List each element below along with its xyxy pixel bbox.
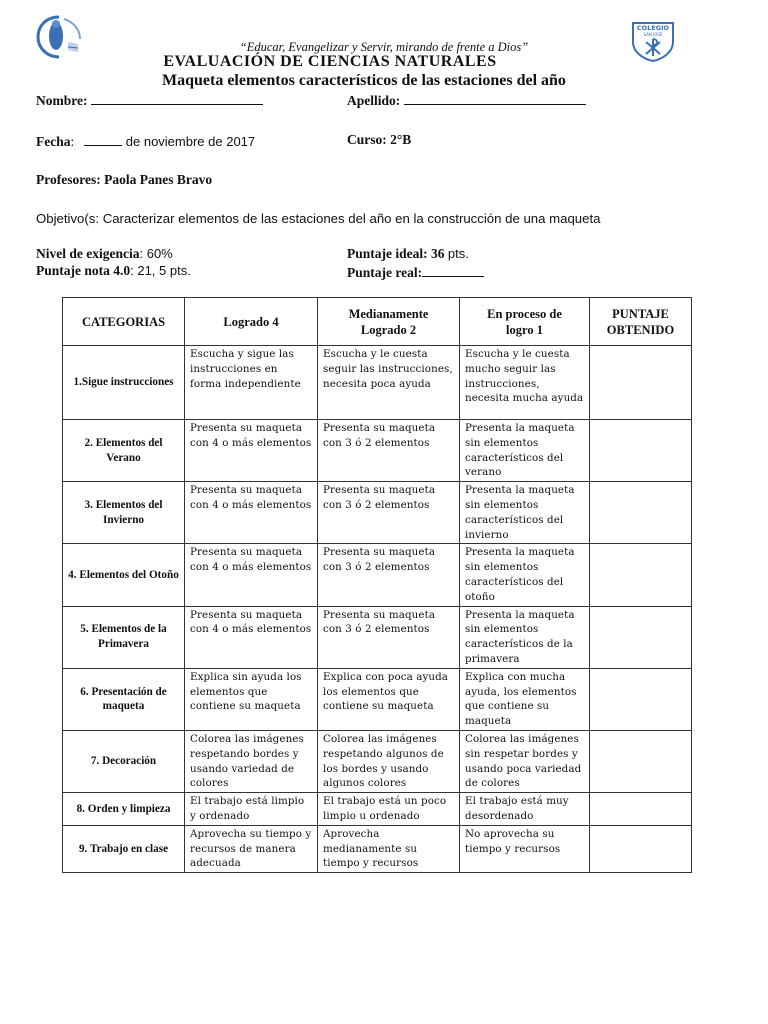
medianamente-cell: Colorea las imágenes respetando algunos de los bordes y usando algunos colores — [318, 730, 460, 792]
table-row — [63, 606, 692, 668]
puntaje-cell[interactable] — [590, 793, 692, 826]
medianamente-cell: El trabajo está un poco limpio u ordenado — [318, 793, 460, 826]
puntaje-real-field[interactable] — [347, 263, 484, 281]
curso-value: 2°B — [390, 132, 412, 147]
curso-label: Curso: — [347, 132, 387, 147]
logrado-cell: Presenta su maqueta con 4 o más elementos — [185, 482, 318, 544]
nivel-exigencia — [36, 246, 173, 262]
objetivo-line — [36, 211, 600, 226]
category-cell: 2. Elementos del Verano — [63, 420, 185, 482]
proceso-cell: Presenta la maqueta sin elementos característicos del otoño — [460, 544, 590, 606]
nombre-label: Nombre: — [36, 93, 88, 108]
category-cell: 4. Elementos del Otoño — [63, 544, 185, 606]
profesores-line — [36, 172, 212, 188]
table-row — [63, 825, 692, 872]
proceso-cell: Presenta la maqueta sin elementos característicos del verano — [460, 420, 590, 482]
table-row — [63, 544, 692, 606]
logrado-cell: Presenta su maqueta con 4 o más elementos — [185, 544, 318, 606]
puntaje-cell[interactable] — [590, 668, 692, 730]
fecha-text: de noviembre de 2017 — [125, 134, 256, 149]
svg-text:SAN JOSÉ: SAN JOSÉ — [643, 32, 663, 37]
category-cell: 3. Elementos del Invierno — [63, 482, 185, 544]
table-row — [63, 793, 692, 826]
curso-field — [347, 132, 411, 148]
puntaje-nota — [36, 263, 191, 279]
medianamente-cell: Presenta su maqueta con 3 ó 2 elementos — [318, 606, 460, 668]
apellido-label: Apellido: — [347, 93, 401, 108]
proceso-cell: Colorea las imágenes sin respetar bordes y usando poca variedad de colores — [460, 730, 590, 792]
nivel-label: Nivel de exigencia — [36, 246, 140, 261]
table-row — [63, 730, 692, 792]
medianamente-cell: Presenta su maqueta con 3 ó 2 elementos — [318, 544, 460, 606]
category-cell: 7. Decoración — [63, 730, 185, 792]
svg-text:COLEGIO: COLEGIO — [636, 24, 670, 32]
fecha-blank[interactable] — [84, 132, 122, 146]
fecha-field[interactable]: Fecha: de noviembre de 2017 — [36, 134, 256, 149]
puntaje-ideal-num: 36 — [431, 246, 445, 261]
proceso-cell: Explica con mucha ayuda, los elementos que contiene su maqueta — [460, 668, 590, 730]
rubric-table — [62, 297, 692, 873]
nombre-blank[interactable] — [91, 91, 263, 105]
proceso-cell: Escucha y le cuesta mucho seguir las instrucciones, necesita mucha ayuda — [460, 346, 590, 420]
profesores-text: Profesores: Paola Panes Bravo — [36, 172, 213, 187]
page-title: EVALUACIÓN DE CIENCIAS NATURALES — [163, 53, 497, 70]
table-header-row — [63, 298, 692, 346]
puntaje-nota-value: : 21, 5 pts. — [130, 263, 191, 278]
apellido-blank[interactable] — [404, 91, 586, 105]
proceso-cell: Presenta la maqueta sin elementos característicos de la primavera — [460, 606, 590, 668]
school-motto: “Educar, Evangelizar y Servir, mirando de frente a Dios” — [239, 40, 529, 54]
logrado-cell: Presenta su maqueta con 4 o más elementos — [185, 420, 318, 482]
header-logrado — [185, 298, 318, 346]
apellido-field[interactable] — [347, 91, 586, 109]
puntaje-real-label: Puntaje real: — [347, 265, 423, 280]
category-cell: 1.Sigue instrucciones — [63, 346, 185, 420]
puntaje-real-blank[interactable] — [422, 263, 484, 277]
objetivo-text: Objetivo(s: Caracterizar elementos de las estaciones del año en la construcción de una maqueta — [36, 211, 601, 226]
puntaje-cell[interactable] — [590, 420, 692, 482]
logrado-cell: Colorea las imágenes respetando bordes y usando variedad de colores — [185, 730, 318, 792]
category-cell: 9. Trabajo en clase — [63, 825, 185, 872]
table-row — [63, 346, 692, 420]
proceso-cell: El trabajo está muy desordenado — [460, 793, 590, 826]
page-subtitle: Maqueta elementos característicos de las estaciones del año — [162, 72, 566, 89]
medianamente-cell: Presenta su maqueta con 3 ó 2 elementos — [318, 420, 460, 482]
logrado-cell: Escucha y sigue las instrucciones en forma independiente — [185, 346, 318, 420]
table-row — [63, 420, 692, 482]
puntaje-cell[interactable] — [590, 606, 692, 668]
header-proceso — [460, 298, 590, 346]
logrado-cell: Explica sin ayuda los elementos que contiene su maqueta — [185, 668, 318, 730]
header-medianamente — [318, 298, 460, 346]
medianamente-cell: Presenta su maqueta con 3 ó 2 elementos — [318, 482, 460, 544]
puntaje-ideal — [347, 246, 469, 262]
category-cell: 5. Elementos de la Primavera — [63, 606, 185, 668]
category-cell: 6. Presentación de maqueta — [63, 668, 185, 730]
proceso-cell: No aprovecha su tiempo y recursos — [460, 825, 590, 872]
school-logo-left — [34, 14, 84, 60]
school-crest-logo — [630, 20, 676, 62]
category-cell: 8. Orden y limpieza — [63, 793, 185, 826]
fecha-label: Fecha — [36, 134, 71, 149]
puntaje-nota-label: Puntaje nota 4.0 — [36, 263, 131, 278]
nombre-field[interactable] — [36, 91, 263, 109]
puntaje-ideal-label: Puntaje ideal: — [347, 246, 428, 261]
table-row — [63, 482, 692, 544]
header-logrado-text: Logrado 4 — [223, 314, 279, 329]
logrado-cell: Aprovecha su tiempo y recursos de manera adecuada — [185, 825, 318, 872]
puntaje-cell[interactable] — [590, 825, 692, 872]
proceso-cell: Presenta la maqueta sin elementos característicos del invierno — [460, 482, 590, 544]
header-proceso-text: En proceso de logro 1 — [487, 306, 562, 337]
table-row — [63, 668, 692, 730]
header-puntaje-text: PUNTAJE OBTENIDO — [606, 306, 675, 337]
header-puntaje — [590, 298, 692, 346]
header-categorias: CATEGORIAS — [63, 298, 185, 346]
puntaje-cell[interactable] — [590, 544, 692, 606]
puntaje-cell[interactable] — [590, 346, 692, 420]
puntaje-cell[interactable] — [590, 482, 692, 544]
medianamente-cell: Aprovecha medianamente su tiempo y recursos — [318, 825, 460, 872]
puntaje-cell[interactable] — [590, 730, 692, 792]
nivel-value: : 60% — [139, 246, 173, 261]
header-medianamente-text: Medianamente Logrado 2 — [348, 306, 429, 337]
medianamente-cell: Escucha y le cuesta seguir las instrucciones, necesita poca ayuda — [318, 346, 460, 420]
logrado-cell: Presenta su maqueta con 4 o más elementos — [185, 606, 318, 668]
logrado-cell: El trabajo está limpio y ordenado — [185, 793, 318, 826]
puntaje-ideal-unit: pts. — [447, 246, 469, 261]
medianamente-cell: Explica con poca ayuda los elementos que contiene su maqueta — [318, 668, 460, 730]
